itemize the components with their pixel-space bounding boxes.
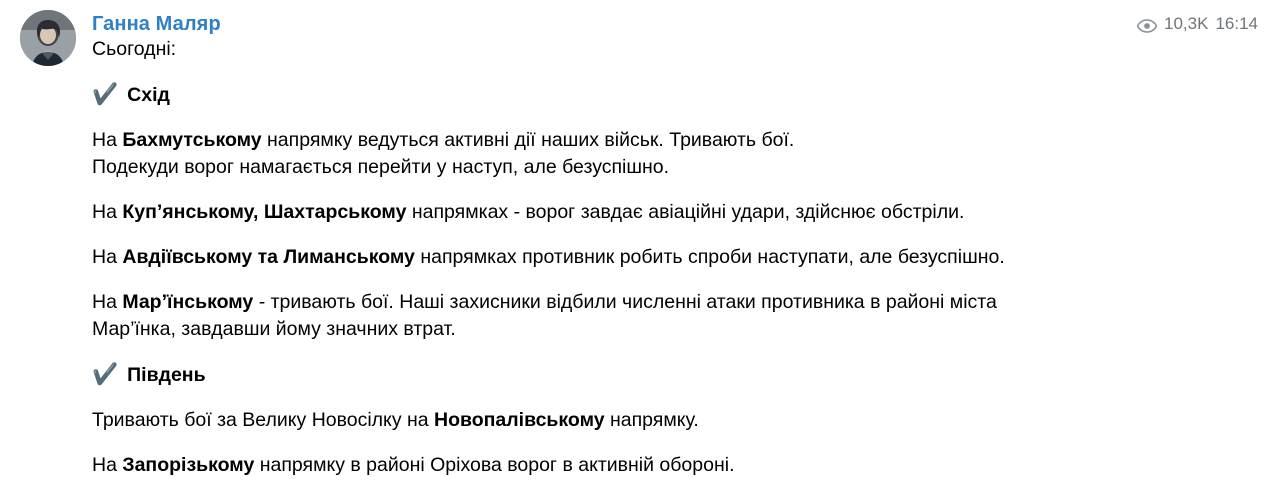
paragraph-line bbox=[92, 244, 1250, 271]
text-run: Мар’їнка, завдавши йому значних втрат. bbox=[92, 318, 456, 340]
post-time: 16:14 bbox=[1215, 14, 1258, 33]
text-run: На bbox=[92, 129, 123, 151]
paragraph bbox=[92, 289, 1250, 343]
section-heading bbox=[92, 81, 1250, 109]
text-run: На bbox=[92, 246, 123, 268]
paragraph-line bbox=[92, 316, 1250, 343]
bold-run: Авдіївському та Лиманському bbox=[122, 246, 415, 268]
text-run: На bbox=[92, 454, 123, 476]
text-run: напрямку в районі Оріхова ворог в активній обороні. bbox=[254, 454, 735, 476]
post-body bbox=[92, 36, 1250, 497]
paragraph bbox=[92, 199, 1250, 226]
section-heading-label: Південь bbox=[127, 364, 206, 386]
post-meta bbox=[1137, 14, 1258, 34]
section-heading bbox=[92, 361, 1250, 389]
text-run: Подекуди ворог намагається перейти у наступ, але безуспішно. bbox=[92, 156, 670, 178]
text-run: напрямку ведуться активні дії наших військ. Тривають бої. bbox=[261, 129, 795, 151]
paragraph bbox=[92, 244, 1250, 271]
bold-run: Мар’їнському bbox=[122, 291, 254, 313]
paragraph bbox=[92, 127, 1250, 181]
bold-run: Запорізькому bbox=[122, 454, 255, 476]
paragraph-line bbox=[92, 154, 1250, 181]
bold-run: Куп’янському, Шахтарському bbox=[122, 201, 407, 223]
paragraph-line bbox=[92, 452, 1250, 479]
post-sections bbox=[92, 81, 1250, 479]
check-mark-icon: ✔️ bbox=[92, 83, 119, 106]
views-eye-icon bbox=[1137, 18, 1157, 32]
text-run: - тривають бої. Наші захисники відбили численні атаки противника в районі міста bbox=[253, 291, 997, 313]
paragraph bbox=[92, 452, 1250, 479]
text-run: На bbox=[92, 291, 123, 313]
text-run: напрямку. bbox=[604, 409, 699, 431]
paragraph-line bbox=[92, 407, 1250, 434]
post-header bbox=[92, 12, 1260, 36]
paragraph-line bbox=[92, 199, 1250, 226]
channel-name[interactable]: Ганна Маляр bbox=[92, 13, 221, 35]
text-run: напрямках - ворог завдає авіаційні удари, здійснює обстріли. bbox=[406, 201, 965, 223]
paragraph bbox=[92, 407, 1250, 434]
section-heading-label: Схід bbox=[127, 84, 170, 106]
view-count: 10,3K bbox=[1164, 14, 1209, 33]
paragraph-line bbox=[92, 127, 1250, 154]
text-run: Тривають бої за Велику Новосілку на bbox=[92, 409, 435, 431]
bold-run: Новопалівському bbox=[434, 409, 605, 431]
check-mark-icon: ✔️ bbox=[92, 363, 119, 386]
post-intro: Сьогодні: bbox=[92, 38, 177, 60]
paragraph-line bbox=[92, 289, 1250, 316]
bold-run: Бахмутському bbox=[122, 129, 262, 151]
avatar[interactable] bbox=[20, 10, 76, 66]
text-run: На bbox=[92, 201, 123, 223]
text-run: напрямках противник робить спроби наступати, але безуспішно. bbox=[414, 246, 1005, 268]
